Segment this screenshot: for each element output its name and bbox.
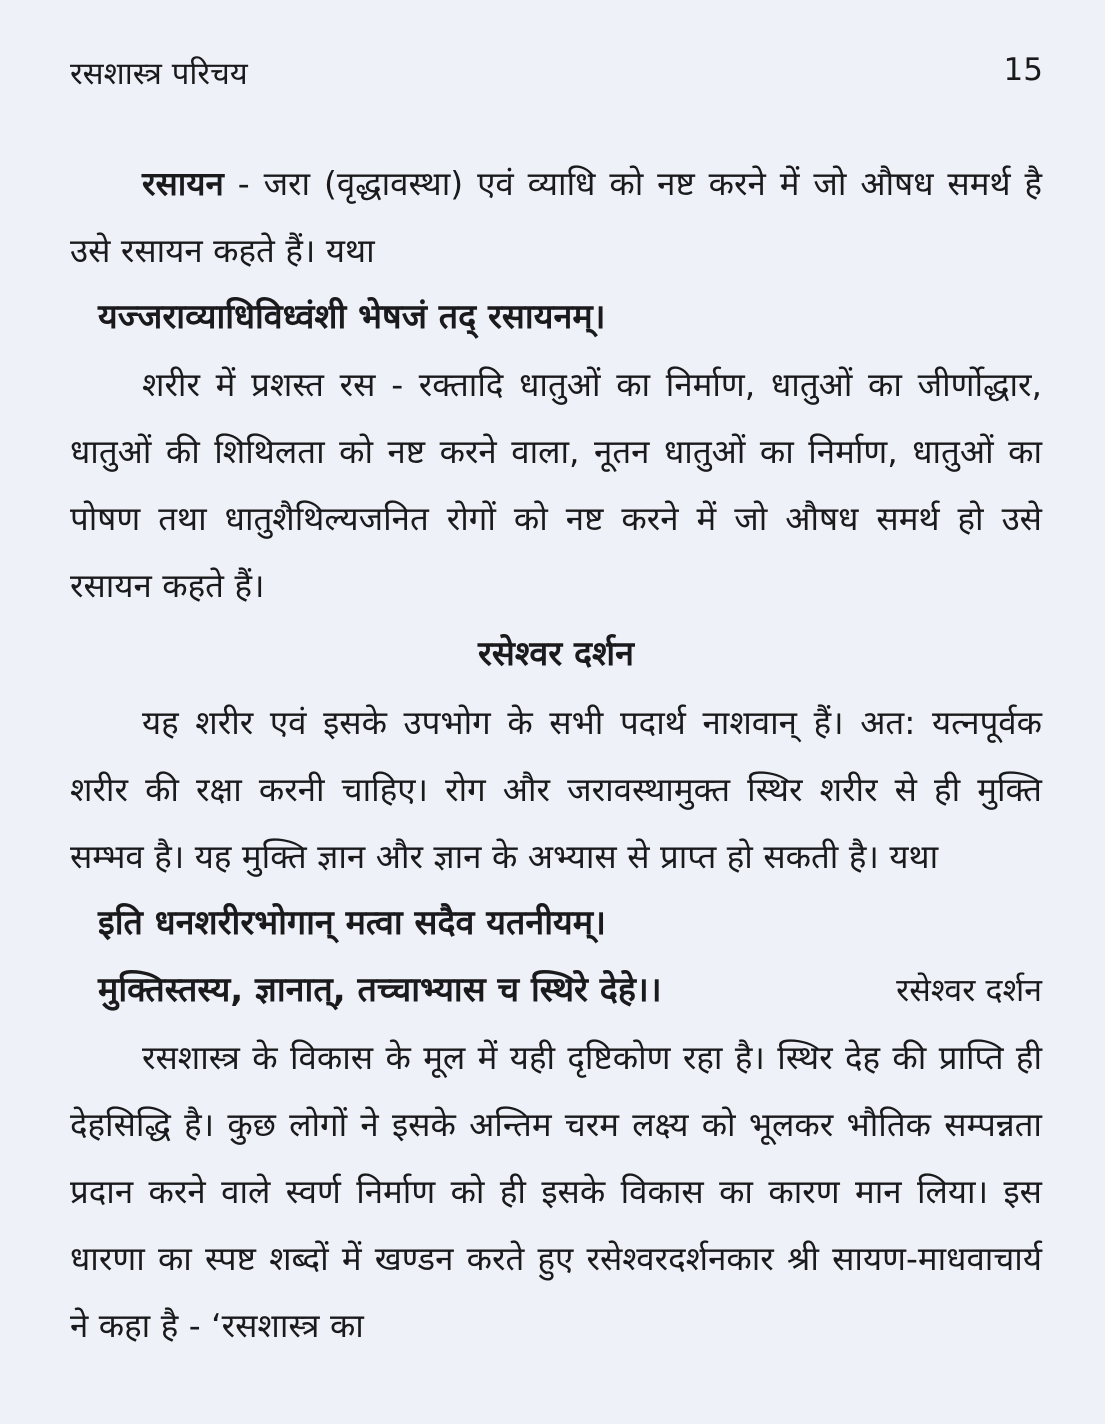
section-heading-rasesvara-darshan: रसेश्वर दर्शन: [477, 634, 635, 674]
rasayan-definition-paragraph: [70, 150, 1042, 284]
rasayan-definition-text: - जरा (वृद्धावस्था) एवं व्याधि को नष्ट करने में जो औषध समर्थ है उसे रसायन कहते हैं। यथा: [70, 164, 1042, 270]
rasayan-term: रसायन: [142, 164, 224, 203]
running-title: रसशास्त्र परिचय: [70, 56, 248, 92]
rasesvara-development-paragraph: रसशास्त्र के विकास के मूल में यही दृष्टिकोण रहा है। स्थिर देह की प्राप्ति ही देहसिद्धि है। कुछ लोगों ने इसके अन्तिम चरम लक्ष्य को भूलकर भौतिक सम्पन्नता प्रदान करने वाले स्वर्ण निर्माण को ही इसके विकास का कारण मान लिया। इस धारणा का स्पष्ट शब्दों में खण्डन करते हुए रसेश्वरदर्शनकार श्री सायण-माधवाचार्य ने कहा है - ‘रसशास्त्र का: [70, 1038, 1042, 1345]
page-number: 15: [1003, 52, 1043, 88]
rasesvara-verse-line-2-row: [70, 957, 1042, 1024]
rasayan-verse: यज्जराव्याधिविध्वंशी भेषजं तद् रसायनम्।: [98, 297, 606, 337]
rasesvara-verse-line-2: मुक्तिस्तस्य, ज्ञानात्, तच्चाभ्यास च स्थिरे देहे।।: [98, 970, 662, 1010]
verse-source-citation: रसेश्वर दर्शन: [896, 971, 1042, 1009]
page-header: [70, 52, 1043, 100]
rasesvara-verse-line-1: इति धनशरीरभोगान् मत्वा सदैव यतनीयम्।: [98, 903, 606, 943]
rasesvara-intro-paragraph: यह शरीर एवं इसके उपभोग के सभी पदार्थ नाशवान् हैं। अत: यत्नपूर्वक शरीर की रक्षा करनी चाहिए। रोग और जरावस्थामुक्त स्थिर शरीर से ही मुक्ति सम्भव है। यह मुक्ति ज्ञान और ज्ञान के अभ्यास से प्राप्त हो सकती है। यथा: [70, 703, 1042, 876]
page-body: [70, 150, 1042, 1359]
rasayan-explanation-paragraph: शरीर में प्रशस्त रस - रक्तादि धातुओं का निर्माण, धातुओं का जीर्णोद्धार, धातुओं की शिथिलता को नष्ट करने वाला, नूतन धातुओं का निर्माण, धातुओं का पोषण तथा धातुशैथिल्यजनित रोगों को नष्ट करने में जो औषध समर्थ हो उसे रसायन कहते हैं।: [70, 365, 1042, 605]
